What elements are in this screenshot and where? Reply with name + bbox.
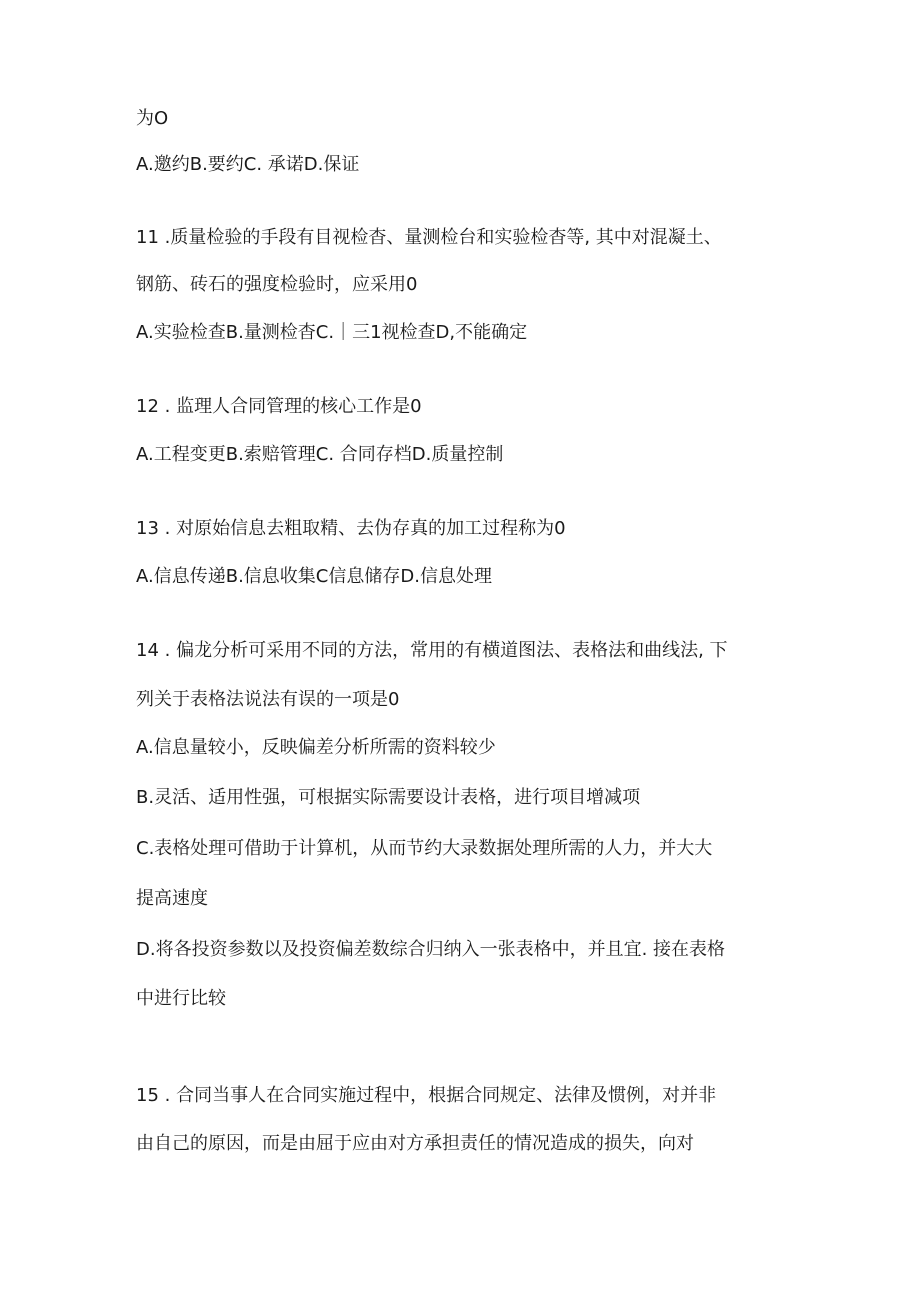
q14-option-d-line2: 中进行比较: [136, 988, 226, 1009]
q10-options: A.邀约B.要约C. 承诺D.保证: [136, 154, 360, 175]
q15-stem-line1: 15 . 合同当事人在合同实施过程中，根据合同规定、法律及惯例，对并非: [136, 1085, 717, 1106]
q15-stem-line2: 由自己的原因，而是由屈于应由对方承担责任的情况造成的损失，向对: [136, 1133, 694, 1154]
q14-stem-line1: 14 . 偏龙分析可采用不同的方法，常用的有横道图法、表格法和曲线法, 下: [136, 640, 728, 661]
q12-options: A.工程变更B.索赔管理C. 合同存档D.质量控制: [136, 444, 504, 465]
q11-stem-line1: 11 .质量检验的手段有目视检杳、量测检台和实验检杳等, 其中对混凝土、: [136, 227, 722, 248]
q14-option-a: A.信息量较小，反映偏差分析所需的资料较少: [136, 737, 496, 758]
q14-option-d-line1: D.将各投资参数以及投资偏差数综合归纳入一张表格中，并且宜. 接在表格: [136, 939, 726, 960]
q10-stem-end: 为O: [136, 108, 169, 129]
q14-option-c-line2: 提高速度: [136, 888, 208, 909]
q13-options: A.信息传递B.信息收集C信息储存D.信息处理: [136, 566, 492, 587]
q14-stem-line2: 列关于表格法说法有误的一项是0: [136, 689, 400, 710]
q12-stem: 12 . 监理人合同管理的核心工作是0: [136, 396, 422, 417]
q11-options: A.实验检查B.量测检杳C.｜三1视检查D,不能确定: [136, 322, 528, 343]
q14-option-c-line1: C.表格处理可借助于计算机，从而节约大录数据处理所需的人力，并大大: [136, 838, 713, 859]
q13-stem: 13 . 对原始信息去粗取精、去伪存真的加工过程称为0: [136, 518, 566, 539]
q11-stem-line2: 钢筋、砖石的强度检验时，应采用0: [136, 274, 418, 295]
q14-option-b: B.灵活、适用性强，可根据实际需要设计表格，进行项目增减项: [136, 787, 641, 808]
